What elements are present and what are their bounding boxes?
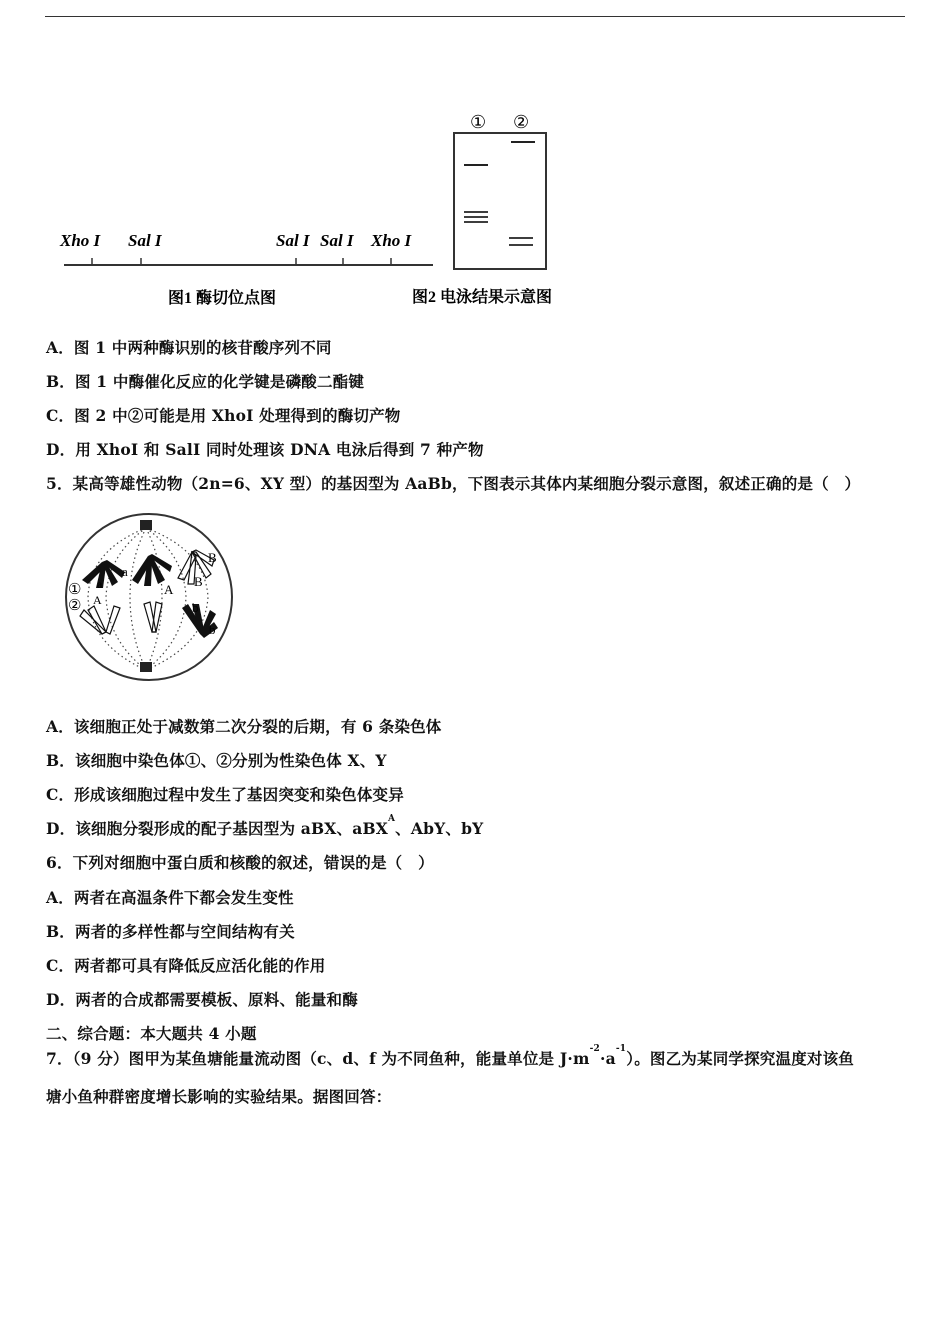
q5-option-d-prefix: D．该细胞分裂形成的配子基因型为 aBX、aBX <box>46 819 388 838</box>
q6-option-b: B．两者的多样性都与空间结构有关 <box>46 922 295 941</box>
q5-stem: 5．某高等雄性动物（2n=6、XY 型）的基因型为 AaBb，下图表示其体内某细胞分裂示意图，叙述正确的是（ ） <box>46 474 861 493</box>
q5-option-b: B．该细胞中染色体①、②分别为性染色体 X、Y <box>46 751 387 770</box>
figure-1-restriction-map <box>0 0 950 320</box>
cell-label-a-mid: a <box>122 564 128 579</box>
q6-option-d: D．两者的合成都需要模板、原料、能量和酶 <box>46 990 358 1009</box>
q5-option-a: A．该细胞正处于减数第二次分裂的后期，有 6 条染色体 <box>46 717 442 736</box>
figure-1-caption: 图1 酶切位点图 <box>168 290 277 307</box>
q7-sup-2: -1 <box>615 1044 627 1054</box>
cell-label-A-small: A <box>93 593 102 607</box>
figure-2-caption: 图2 电泳结果示意图 <box>412 289 553 306</box>
q5-option-c: C．形成该细胞过程中发生了基因突变和染色体变异 <box>46 785 404 804</box>
q7-sup-1: -2 <box>589 1044 600 1054</box>
site-label-sal-1: Sal I <box>128 231 162 250</box>
site-label-sal-2: Sal I <box>276 231 310 250</box>
q4-option-a: A．图 1 中两种酶识别的核苷酸序列不同 <box>46 338 332 357</box>
cell-label-B-top: B <box>208 550 217 565</box>
cell-division-diagram <box>60 510 240 688</box>
site-label-xho-1: Xho I <box>60 231 101 250</box>
cell-label-chrom-1: ① <box>68 582 82 598</box>
q7-line-1 <box>46 1044 855 1069</box>
q6-stem: 6．下列对细胞中蛋白质和核酸的叙述，错误的是（ ） <box>46 853 434 872</box>
cell-label-b-mid: b <box>192 600 199 615</box>
q6-option-c: C．两者都可具有降低反应活化能的作用 <box>46 956 326 975</box>
cell-label-A-mid: A <box>164 582 174 597</box>
q7-line-1-prefix: 7．（9 分）图甲为某鱼塘能量流动图（c、d、f 为不同鱼种，能量单位是 J·m <box>46 1049 590 1068</box>
q5-option-d <box>46 814 484 839</box>
cell-label-b-low: b <box>209 622 216 637</box>
lane-label-2: ② <box>513 112 530 132</box>
cell-label-chrom-2: ② <box>68 598 82 614</box>
site-label-xho-2: Xho I <box>371 231 412 250</box>
q7-line-1-suffix: ）。图乙为某同学探究温度对该鱼 <box>626 1049 855 1068</box>
q4-option-c: C．图 2 中②可能是用 XhoI 处理得到的酶切产物 <box>46 406 401 425</box>
q4-option-b: B．图 1 中酶催化反应的化学键是磷酸二酯键 <box>46 372 365 391</box>
cell-label-B-mid: B <box>194 574 203 589</box>
cell-label-a-small: a <box>97 577 103 591</box>
q5-option-d-sup: A <box>387 814 396 824</box>
q6-option-a: A．两者在高温条件下都会发生变性 <box>46 888 294 907</box>
q7-line-2: 塘小鱼种群密度增长影响的实验结果。据图回答： <box>46 1087 392 1106</box>
site-label-sal-3: Sal I <box>320 231 354 250</box>
section-2-heading: 二、综合题：本大题共 4 小题 <box>46 1024 257 1043</box>
q5-option-d-suffix: 、AbY、bY <box>395 819 484 838</box>
lane-label-1: ① <box>470 112 487 132</box>
q7-mid: ·a <box>600 1049 616 1068</box>
q4-option-d: D．用 XhoI 和 SalI 同时处理该 DNA 电泳后得到 7 种产物 <box>46 440 484 459</box>
